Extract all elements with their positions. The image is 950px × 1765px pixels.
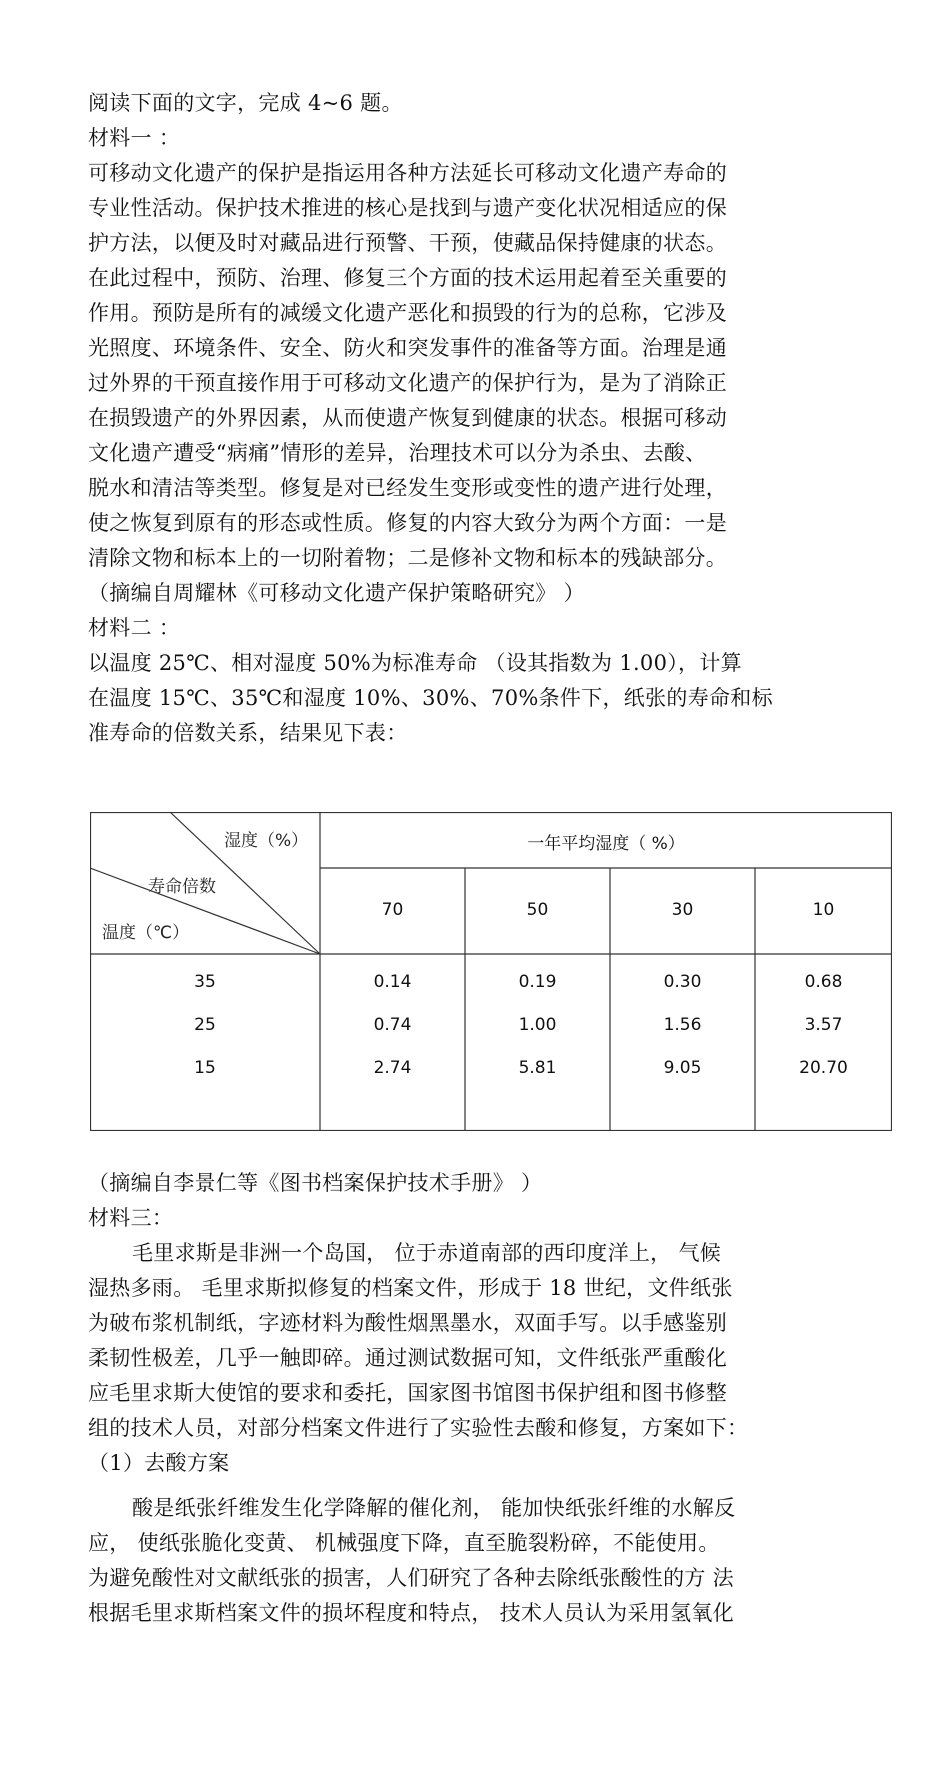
corner-humidity-label: 湿度（%） [224,831,309,851]
material-1-line: 专业性活动。保护技术推进的核心是找到与遗产变化状况相适应的保 [88,196,727,220]
material-2-line: 以温度 25℃、相对湿度 50%为标准寿命 （设其指数为 1.00），计算 [88,651,742,675]
material-2-label: 材料二 ： [88,616,181,640]
material-1-source: （摘编自周耀林《可移动文化遗产保护策略研究》 ） [88,581,585,605]
humidity-col-header: 30 [671,900,694,920]
table-cell: 20.70 [799,1058,848,1078]
material-1-line: 在损毁遗产的外界因素，从而使遗产恢复到健康的状态。根据可移动 [88,406,727,430]
material-1-label: 材料一 ： [88,126,181,150]
humidity-col-header: 10 [812,900,835,920]
material-3-line: 组的技术人员，对部分档案文件进行了实验性去酸和修复，方案如下： [88,1416,749,1440]
table-cell: 5.81 [518,1058,557,1078]
humidity-group-header: 一年平均湿度（ %） [527,834,685,854]
material-3-label: 材料三： [88,1206,174,1230]
corner-temperature-label: 温度（℃） [102,923,190,943]
material-2-line: 准寿命的倍数关系，结果见下表： [88,721,408,745]
material-1-line: 在此过程中，预防、治理、修复三个方面的技术运用起着至关重要的 [88,266,727,290]
material-3-line: 应毛里求斯大使馆的要求和委托，国家图书馆图书保护组和图书修整 [88,1381,727,1405]
material-1-line: 使之恢复到原有的形态或性质。修复的内容大致分为两个方面：一是 [88,511,727,535]
material-1-line: 脱水和清洁等类型。修复是对已经发生变形或变性的遗产进行处理， [88,476,727,500]
temperature-cell: 15 [194,1058,216,1078]
table-cell: 9.05 [663,1058,702,1078]
material-3-line: 为破布浆机制纸，字迹材料为酸性烟黑墨水，双面手写。以手感鉴别 [88,1311,727,1335]
table-cell: 0.30 [663,972,702,992]
material-2-line: 在温度 15℃、35℃和湿度 10%、30%、70%条件下，纸张的寿命和标 [88,686,773,710]
table-cell: 1.00 [518,1015,557,1035]
corner-multiple-label: 寿命倍数 [148,877,216,897]
table-cell: 0.68 [804,972,843,992]
subsection-heading: （1）去酸方案 [88,1451,230,1475]
material-1-line: 作用。预防是所有的减缓文化遗产恶化和损毁的行为的总称，它涉及 [88,301,727,325]
table-cell: 0.14 [373,972,412,992]
intro-instruction: 阅读下面的文字，完成 4~6 题。 [88,91,403,115]
material-3-line: 湿热多雨。 毛里求斯拟修复的档案文件，形成于 18 世纪，文件纸张 [88,1276,733,1300]
material-1-line: 护方法，以便及时对藏品进行预警、干预，使藏品保持健康的状态。 [88,231,727,255]
material-3-line: 柔韧性极差，几乎一触即碎。通过测试数据可知，文件纸张严重酸化 [88,1346,727,1370]
lifespan-table [90,812,892,1131]
material-1-line: 可移动文化遗产的保护是指运用各种方法延长可移动文化遗产寿命的 [88,161,727,185]
material-1-line: 过外界的干预直接作用于可移动文化遗产的保护行为，是为了消除正 [88,371,727,395]
material-3-line: 根据毛里求斯档案文件的损坏程度和特点， 技术人员认为采用氢氧化 [88,1601,734,1625]
table-cell: 0.74 [373,1015,412,1035]
material-1-line: 光照度、环境条件、安全、防火和突发事件的准备等方面。治理是通 [88,336,727,360]
temperature-cell: 25 [194,1015,216,1035]
material-2-source: （摘编自李景仁等《图书档案保护技术手册》 ） [88,1171,543,1195]
material-3-line: 应， 使纸张脆化变黄、 机械强度下降，直至脆裂粉碎，不能使用。 [88,1531,720,1555]
table-cell: 2.74 [373,1058,412,1078]
material-3-line: 毛里求斯是非洲一个岛国， 位于赤道南部的西印度洋上， 气候 [132,1241,722,1265]
table-cell: 1.56 [663,1015,702,1035]
material-3-line: 为避免酸性对文献纸张的损害，人们研究了各种去除纸张酸性的方 法 [88,1566,734,1590]
material-3-line: 酸是纸张纤维发生化学降解的催化剂， 能加快纸张纤维的水解反 [132,1496,736,1520]
temperature-cell: 35 [194,972,216,992]
table-cell: 0.19 [518,972,557,992]
material-1-line: 文化遗产遭受“病痛”情形的差异，治理技术可以分为杀虫、去酸、 [88,441,707,465]
material-1-line: 清除文物和标本上的一切附着物；二是修补文物和标本的残缺部分。 [88,546,727,570]
humidity-col-header: 50 [526,900,549,920]
humidity-col-header: 70 [381,900,404,920]
table-cell: 3.57 [804,1015,843,1035]
